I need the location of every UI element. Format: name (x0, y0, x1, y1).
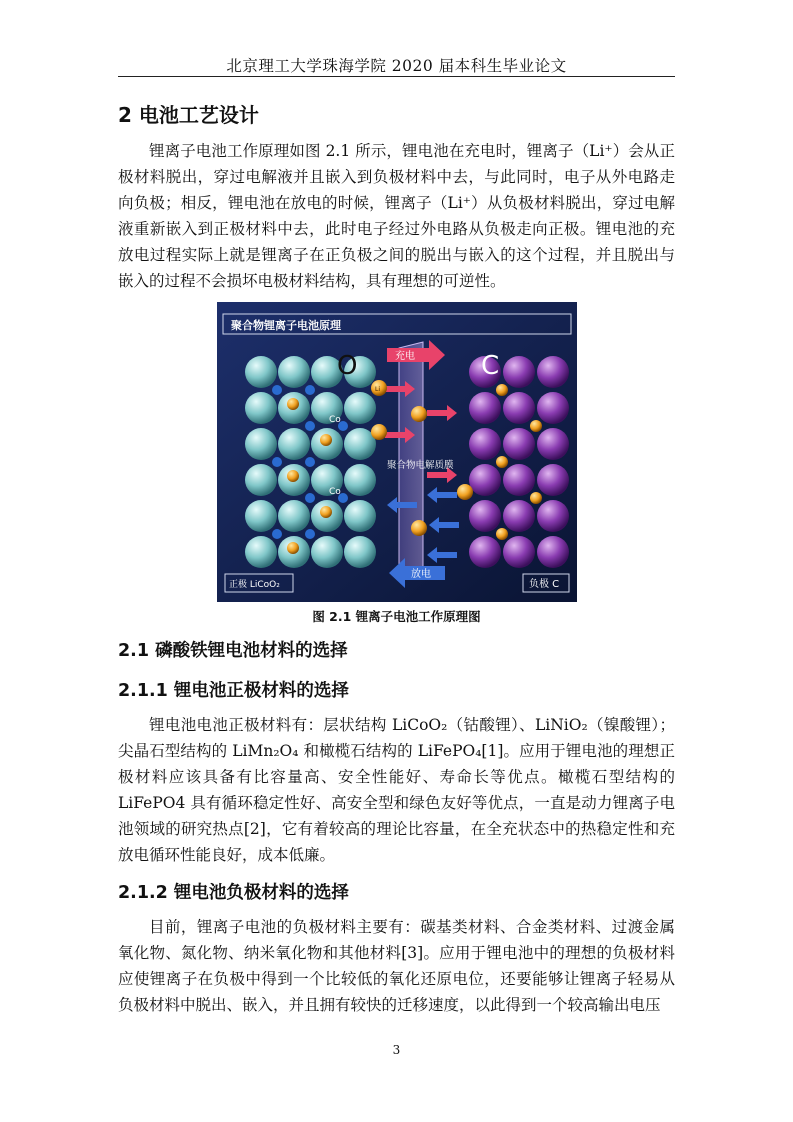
anode-atom (469, 428, 501, 460)
anode-atom (469, 464, 501, 496)
lithium-atom (287, 398, 299, 410)
cobalt-atom (305, 529, 315, 539)
cathode-atom (278, 356, 310, 388)
membrane-label: 聚合物电解质膜 (386, 460, 454, 471)
cobalt-atom (305, 457, 315, 467)
anode-atom (503, 356, 535, 388)
cathode-atom (344, 464, 376, 496)
cathode-atom (344, 392, 376, 424)
charge-label: 充电 (394, 351, 415, 362)
page-content (118, 100, 675, 1018)
anode-atom (537, 536, 569, 568)
anode-atom (503, 536, 535, 568)
anode-atom (537, 464, 569, 496)
header-rule (118, 76, 675, 77)
lithium-atom (496, 456, 508, 468)
negative-electrode-label: 负极 C (528, 579, 559, 590)
cathode-atom (278, 500, 310, 532)
anode-atom (537, 392, 569, 424)
cobalt-atom (272, 529, 282, 539)
cobalt-atom (305, 385, 315, 395)
anode-atom (469, 500, 501, 532)
cobalt-atom (272, 385, 282, 395)
anode-atom (469, 536, 501, 568)
cathode-atom (245, 392, 277, 424)
lithium-atom (320, 506, 332, 518)
anode-atom (469, 392, 501, 424)
positive-electrode-label: 正极 LiCoO₂ (228, 580, 280, 590)
section-2-paragraph: 锂离子电池工作原理如图 2.1 所示，锂电池在充电时，锂离子（Li⁺）会从正极材料脱出，穿过电解液并且嵌入到负极材料中去，与此同时，电子从外电路走向负极；相反，锂电池在放电的时候，锂离子（Li⁺）从负极材料脱出，穿过电解液重新嵌入到正极材料中去，此时电子经过外电路从负极走向正极。锂电池的充放电过程实际上就是锂离子在正负极之间的脱出与嵌入的这个过程，并且脱出与嵌入的过程不会损坏电极材料结构，具有理想的可逆性。 (118, 142, 675, 290)
li-ion-label: Li (374, 386, 380, 393)
battery-principle-figure (217, 302, 577, 602)
anode-atom (537, 356, 569, 388)
section-2-1-2-heading: 2.1.2 锂电池负极材料的选择 (118, 883, 349, 903)
cathode-atom (344, 500, 376, 532)
label-c: C (480, 351, 499, 381)
lithium-atom (287, 542, 299, 554)
anode-atom (537, 428, 569, 460)
anode-atom (503, 500, 535, 532)
lithium-atom (287, 470, 299, 482)
cobalt-atom (272, 457, 282, 467)
anode-atom (503, 392, 535, 424)
cathode-atom (245, 464, 277, 496)
cobalt-atom (305, 421, 315, 431)
page-number: 3 (392, 1043, 401, 1057)
section-2-1-1-paragraph: 锂电池电池正极材料有：层状结构 LiCoO₂（钴酸锂）、LiNiO₂（镍酸锂）；尖晶石型结构的 LiMn₂O₄ 和橄榄石结构的 LiFePO₄[1]。应用于锂电池的理想正极材料应该具备有比容量高、安全性能好、寿命长等优点。橄榄石型结构的 LiFePO4 具有循环稳定性好、高安全型和绿色友好等优点，一直是动力锂离子电池领域的研究热点[2]，它有着较高的理论比容量，在全充状态中的热稳定性和充放电循环性能良好，成本低廉。 (118, 716, 675, 864)
co-label-2: Co (328, 487, 341, 497)
section-2-heading: 2 电池工艺设计 (118, 103, 259, 127)
anode-atom (503, 464, 535, 496)
lithium-atom (530, 420, 542, 432)
discharge-label: 放电 (410, 569, 431, 580)
label-o: O (336, 351, 357, 381)
anode-atom (537, 500, 569, 532)
cathode-atom (278, 428, 310, 460)
section-2-1-heading: 2.1 磷酸铁锂电池材料的选择 (118, 641, 348, 661)
section-2-1-2-paragraph: 目前，锂离子电池的负极材料主要有：碳基类材料、合金类材料、过渡金属氧化物、氮化物、纳米氧化物和其他材料[3]。应用于锂电池中的理想的负极材料应使锂离子在负极中得到一个比较低的氧化还原电位，还要能够让锂离子轻易从负极材料中脱出、嵌入，并且拥有较快的迁移速度，以此得到一个较高输出电压 (118, 918, 675, 1014)
figure-caption: 图 2.1 锂离子电池工作原理图 (312, 609, 481, 624)
lithium-atom (530, 492, 542, 504)
figure-title: 聚合物锂离子电池原理 (230, 319, 341, 332)
lithium-atom (320, 434, 332, 446)
cathode-atom (245, 356, 277, 388)
cathode-atom (245, 428, 277, 460)
anode-atom (503, 428, 535, 460)
page-header: 北京理工大学珠海学院 2020 届本科生毕业论文 (226, 57, 567, 75)
lithium-atom (496, 528, 508, 540)
cathode-atom (344, 536, 376, 568)
cobalt-atom (305, 493, 315, 503)
cathode-atom (311, 536, 343, 568)
battery-diagram (217, 302, 577, 602)
co-label-1: Co (328, 415, 341, 425)
cathode-atom (245, 536, 277, 568)
section-2-1-1-heading: 2.1.1 锂电池正极材料的选择 (118, 681, 349, 701)
lithium-atom (496, 384, 508, 396)
cathode-atom (245, 500, 277, 532)
